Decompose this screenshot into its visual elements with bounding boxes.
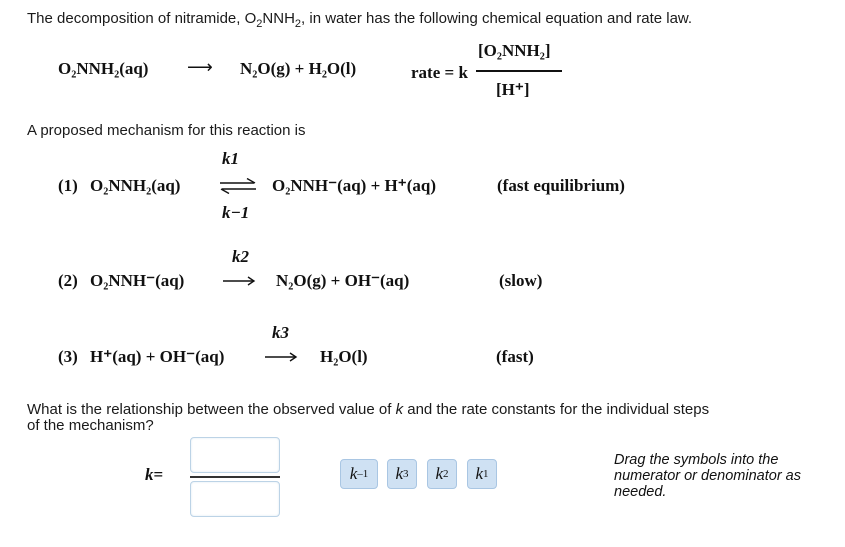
intro-part-2: NNH <box>262 10 295 27</box>
chip-k1-sym: k <box>475 464 484 483</box>
rate-denominator: [H⁺] <box>496 80 530 99</box>
overall-arrow: ⟶ <box>187 57 213 78</box>
step3-reactants: H⁺(aq) + OH⁻(aq) <box>90 347 225 366</box>
overall-products: N₂O(g) + H₂O(l) <box>240 59 357 78</box>
question-line-2: of the mechanism? <box>27 417 154 434</box>
chip-k2-sym: k <box>435 464 444 483</box>
step3-note: (fast) <box>496 347 534 366</box>
chip-k3-sub: 3 <box>403 468 409 480</box>
step1-reactants: O₂NNH₂(aq) <box>90 176 181 195</box>
intro-sub-1: 2 <box>256 18 263 30</box>
mechanism-intro: A proposed mechanism for this reaction is <box>27 122 306 139</box>
question-part-2: and the rate constants for the individual steps <box>403 401 710 418</box>
step2-reactants: O₂NNH⁻(aq) <box>90 271 185 290</box>
answer-equals: = <box>153 465 164 484</box>
overall-reactant: O₂NNH₂(aq) <box>58 59 149 78</box>
intro-text <box>27 10 692 30</box>
answer-k-label <box>145 465 163 485</box>
chip-k3-sym: k <box>395 464 404 483</box>
rate-label: rate = k <box>411 63 468 82</box>
step3-arrow-icon <box>264 352 298 362</box>
step3-products: H₂O(l) <box>320 347 368 366</box>
drag-hint: Drag the symbols into the numerator or denominator as needed. <box>614 452 801 500</box>
chip-k3[interactable] <box>387 459 417 489</box>
chip-k1-sub: 1 <box>483 468 489 480</box>
step3-number: (3) <box>58 347 78 366</box>
step3-k-forward: k3 <box>272 323 289 342</box>
question-text <box>27 402 709 434</box>
answer-fraction-line <box>190 476 280 478</box>
intro-part-3: , in water has the following chemical equation and rate law. <box>301 10 693 27</box>
chip-k-minus-1[interactable] <box>340 459 378 489</box>
step2-arrow-icon <box>222 276 256 286</box>
step2-number: (2) <box>58 271 78 290</box>
question-k: k <box>395 401 404 418</box>
step1-number: (1) <box>58 176 78 195</box>
step1-k-reverse: k−1 <box>222 203 250 222</box>
rate-numerator: [O₂NNH₂] <box>478 41 551 60</box>
numerator-drop-zone[interactable] <box>190 437 280 473</box>
step1-k-forward: k1 <box>222 149 239 168</box>
intro-sub-2: 2 <box>294 18 302 30</box>
chip-k2-sub: 2 <box>443 468 449 480</box>
step2-note: (slow) <box>499 271 543 290</box>
answer-k: k <box>145 465 154 484</box>
chip-k1[interactable] <box>467 459 497 489</box>
denominator-drop-zone[interactable] <box>190 481 280 517</box>
chip-k-minus-1-sub: –1 <box>357 468 369 480</box>
step1-products: O₂NNH⁻(aq) + H⁺(aq) <box>272 176 437 195</box>
step1-note: (fast equilibrium) <box>497 176 625 195</box>
step2-k-forward: k2 <box>232 247 249 266</box>
chip-k2[interactable] <box>427 459 457 489</box>
chip-k-minus-1-sym: k <box>349 464 358 483</box>
question-part-1: What is the relationship between the observed value of <box>27 401 396 418</box>
equilibrium-arrows-icon <box>218 178 258 194</box>
step2-products: N₂O(g) + OH⁻(aq) <box>276 271 410 290</box>
intro-part-1: The decomposition of nitramide, O <box>27 10 257 27</box>
rate-fraction-line <box>476 70 562 72</box>
